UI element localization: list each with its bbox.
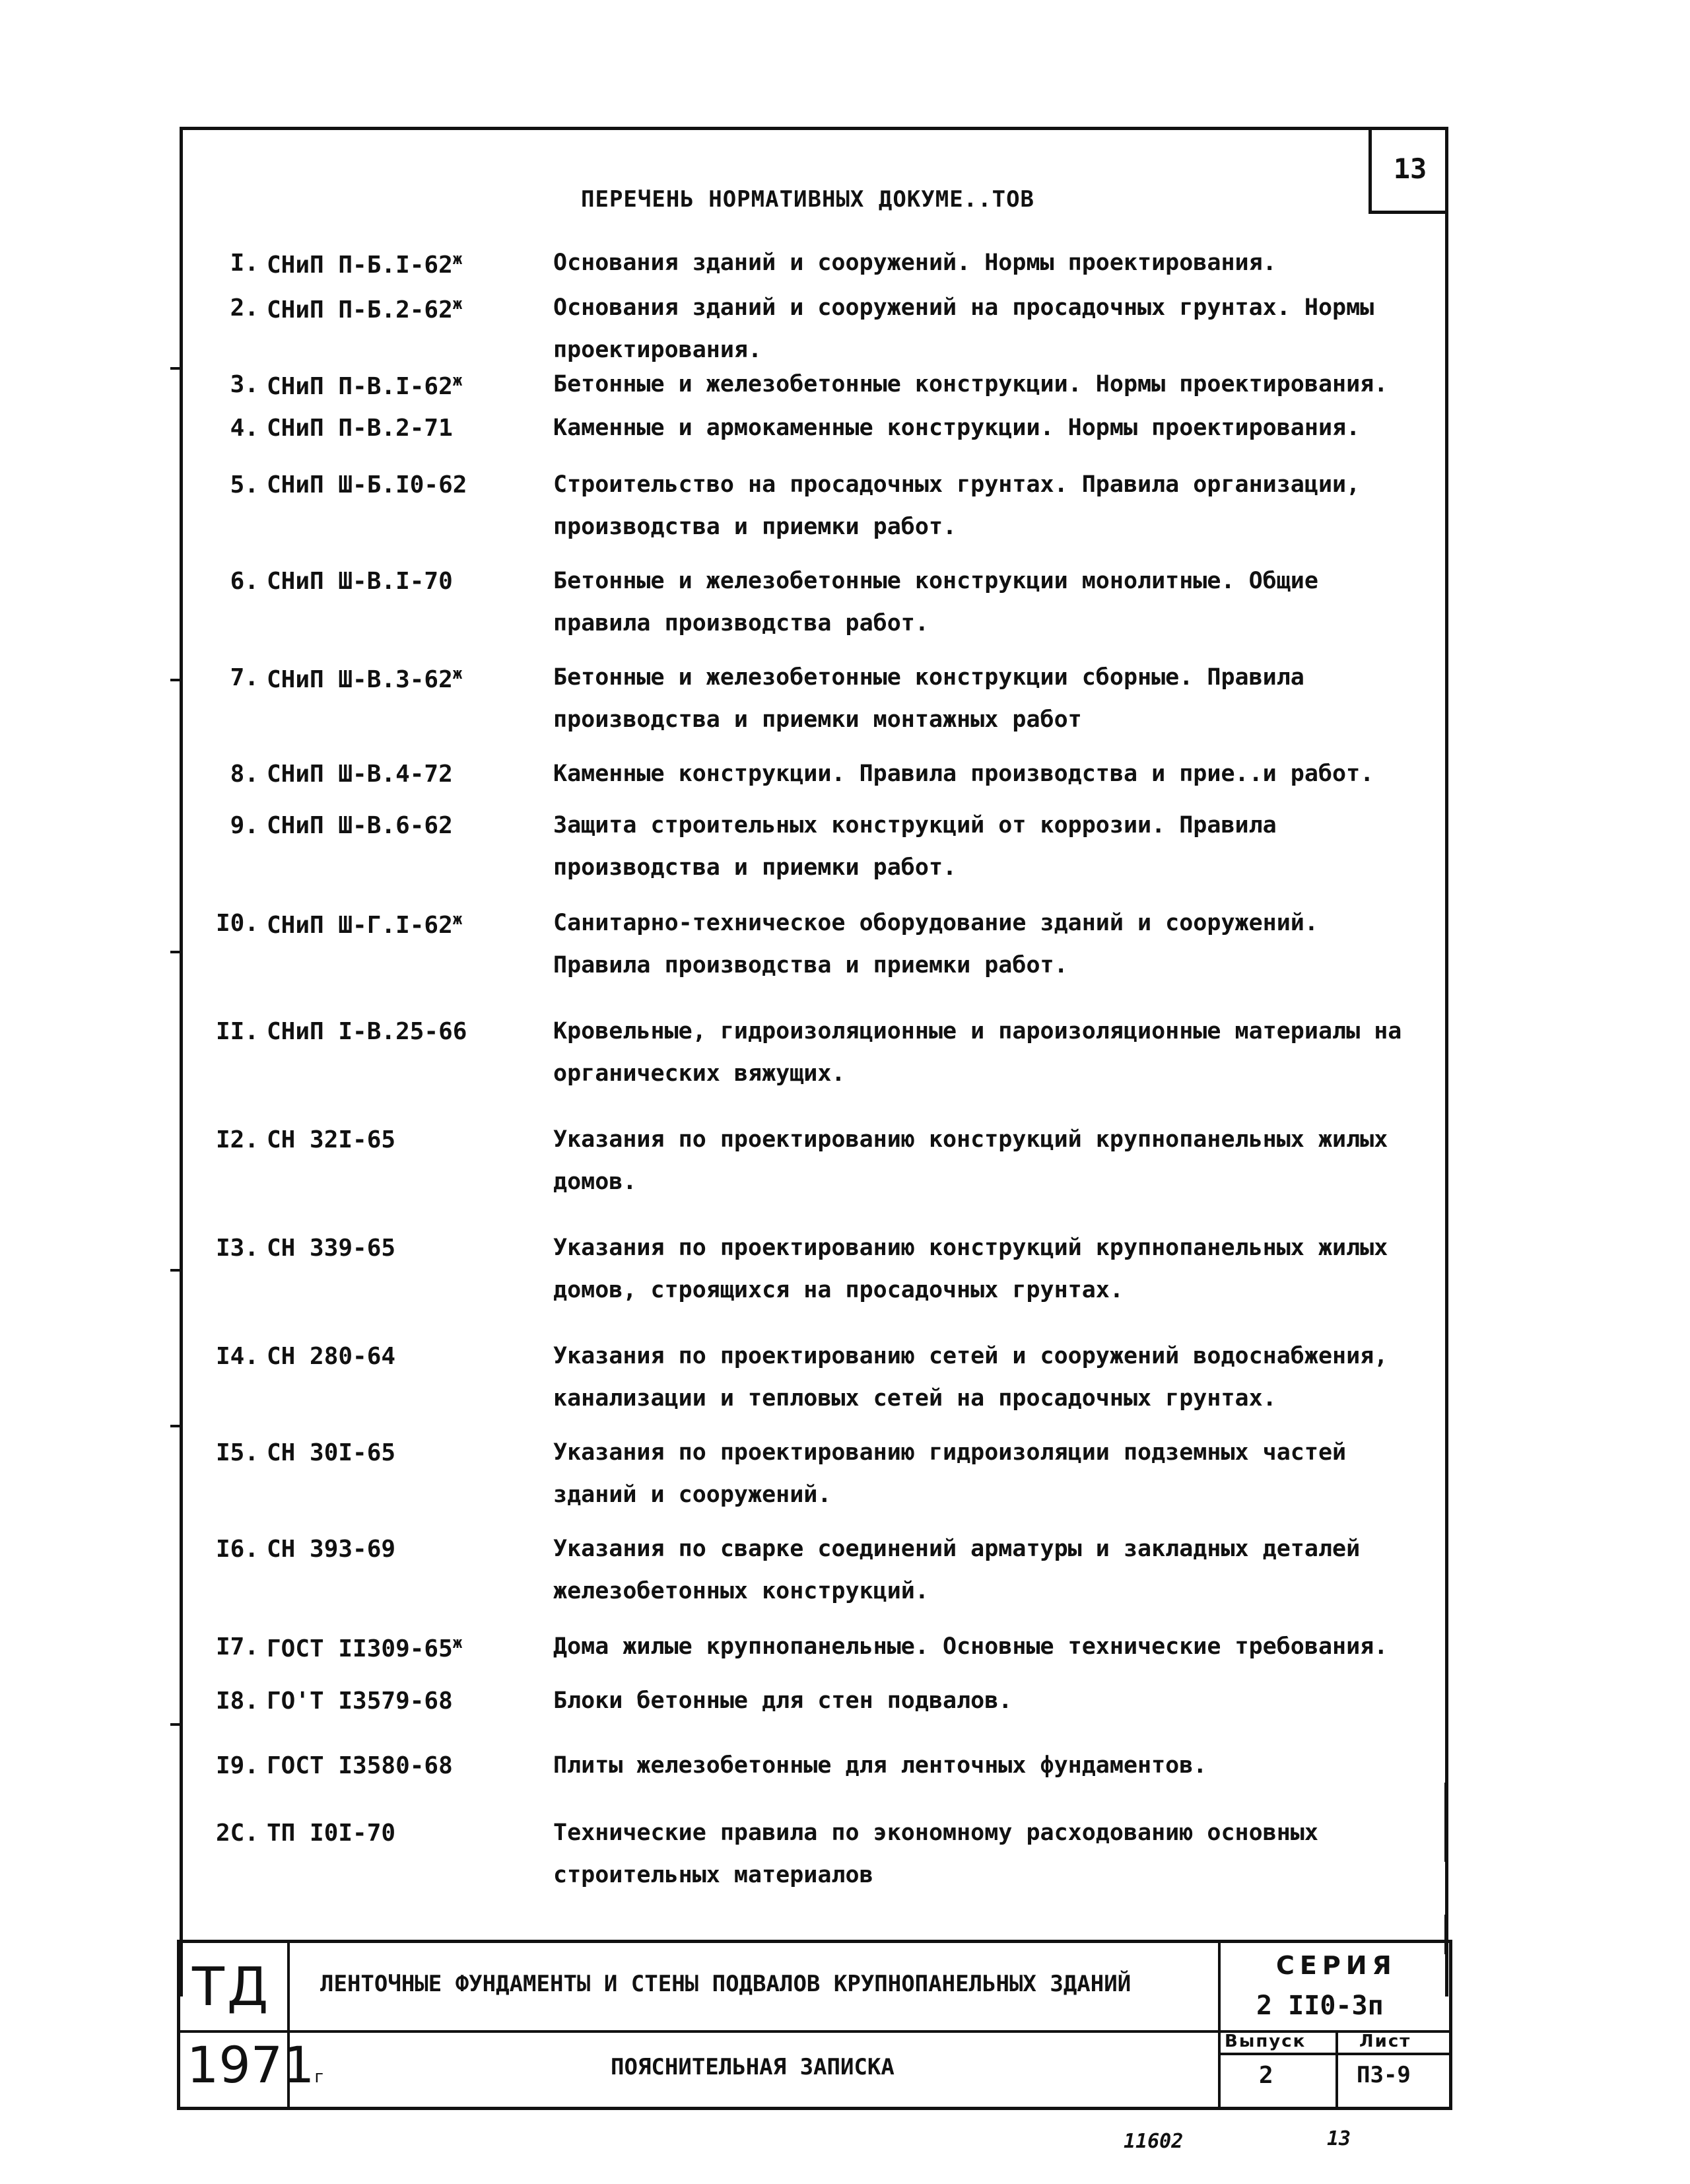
document-code bbox=[267, 1439, 395, 1466]
item-number: I4. bbox=[215, 1343, 259, 1370]
document-code-text: ГОСТ I3580-68 bbox=[267, 1752, 453, 1779]
item-number: I6. bbox=[215, 1536, 259, 1563]
item-number: 8. bbox=[230, 761, 259, 788]
document-description: Основания зданий и сооружений. Нормы проектирования. bbox=[553, 250, 1277, 276]
organization-code: ТД bbox=[192, 1956, 271, 2018]
document-description: Защита строительных конструкций от коррозии. Правила производства и приемки работ. bbox=[553, 812, 1277, 881]
document-description: Санитарно-техническое оборудование зданий и сооружений. Правила производства и приемки работ. bbox=[553, 910, 1318, 978]
sheet-label: Лист bbox=[1359, 2031, 1411, 2051]
document-description: Кровельные, гидроизоляционные и пароизоляционные материалы на органических вяжущих. bbox=[553, 1018, 1402, 1087]
document-title: ПЕРЕЧЕНЬ НОРМАТИВНЫХ ДОКУМЕ..ТОВ bbox=[581, 186, 1035, 213]
item-number: 6. bbox=[230, 568, 259, 595]
item-number: 3. bbox=[230, 371, 259, 398]
item-number: 9. bbox=[230, 812, 259, 839]
document-description: Строительство на просадочных грунтах. Правила организации, производства и приемки работ. bbox=[553, 471, 1361, 540]
amendment-mark: ж bbox=[452, 664, 463, 683]
document-description: Бетонные и железобетонные конструкции монолитные. Общие правила производства работ. bbox=[553, 568, 1318, 636]
document-code bbox=[267, 1235, 395, 1262]
document-code-text: СНиП Ш-В.6-62 bbox=[267, 812, 453, 839]
item-number: II. bbox=[215, 1018, 259, 1045]
document-description: Бетонные и железобетонные конструкции сборные. Правила производства и приемки монтажных работ bbox=[553, 664, 1304, 733]
document-code-text: СНиП Ш-Б.I0-62 bbox=[267, 471, 467, 498]
document-code-text: СНиП Ш-В.4-72 bbox=[267, 761, 453, 788]
document-description: Дома жилые крупнопанельные. Основные технические требования. bbox=[553, 1633, 1388, 1660]
item-number: I9. bbox=[215, 1752, 259, 1779]
document-code bbox=[267, 568, 453, 595]
document-code-text: СН 339-65 bbox=[267, 1235, 396, 1262]
title-block-divider bbox=[1218, 1943, 1221, 2108]
document-description: Основания зданий и сооружений на просадочных грунтах. Нормы проектирования. bbox=[553, 294, 1374, 363]
document-code bbox=[267, 1820, 395, 1847]
item-number: I. bbox=[230, 250, 259, 277]
document-code-text: СНиП П-Б.2-62 bbox=[267, 296, 453, 324]
document-code bbox=[267, 910, 462, 939]
amendment-mark: ж bbox=[452, 371, 463, 390]
document-code-text: ГОСТ II309-65 bbox=[267, 1635, 453, 1662]
item-number: 4. bbox=[230, 415, 259, 442]
document-description: Указания по сварке соединений арматуры и закладных деталей железобетонных конструкций. bbox=[553, 1536, 1361, 1604]
document-code bbox=[267, 294, 462, 324]
document-type: ПОЯСНИТЕЛЬНАЯ ЗАПИСКА bbox=[611, 2054, 895, 2080]
series-label: СЕРИЯ bbox=[1276, 1951, 1397, 1980]
document-description: Указания по проектированию сетей и сооружений водоснабжения, канализации и тепловых сетей на просадочных грунтах. bbox=[553, 1343, 1388, 1412]
document-description: Каменные и армокаменные конструкции. Нормы проектирования. bbox=[553, 415, 1361, 441]
amendment-mark: ж bbox=[452, 910, 463, 928]
document-code-text: СНиП Ш-В.3-62 bbox=[267, 666, 453, 693]
document-code-text: СНиП П-В.2-71 bbox=[267, 415, 453, 442]
handwritten-inventory-number: 11602 bbox=[1124, 2130, 1184, 2153]
item-number: I5. bbox=[215, 1439, 259, 1466]
item-number: 5. bbox=[230, 471, 259, 498]
issue-value: 2 bbox=[1259, 2062, 1273, 2089]
document-code bbox=[267, 371, 462, 400]
document-code bbox=[267, 1633, 462, 1662]
amendment-mark: ж bbox=[452, 250, 463, 268]
document-code bbox=[267, 1126, 395, 1153]
document-description: Каменные конструкции. Правила производства и прие..и работ. bbox=[553, 761, 1374, 787]
item-number: I8. bbox=[215, 1688, 259, 1715]
document-code bbox=[267, 471, 467, 498]
issue-label: Выпуск bbox=[1225, 2031, 1306, 2051]
document-code-text: СН 393-69 bbox=[267, 1536, 396, 1563]
item-number: I2. bbox=[215, 1126, 259, 1153]
document-description: Технические правила по экономному расходованию основных строительных материалов bbox=[553, 1820, 1318, 1888]
title-block-divider bbox=[1218, 2053, 1449, 2055]
document-description: Бетонные и железобетонные конструкции. Нормы проектирования. bbox=[553, 371, 1388, 397]
title-block-divider bbox=[1335, 2030, 1338, 2108]
document-code bbox=[267, 415, 453, 442]
document-description: Указания по проектированию гидроизоляции подземных частей зданий и сооружений. bbox=[553, 1439, 1347, 1508]
document-code bbox=[267, 250, 462, 279]
project-title: ЛЕНТОЧНЫЕ ФУНДАМЕНТЫ И СТЕНЫ ПОДВАЛОВ КРУПНОПАНЕЛЬНЫХ ЗДАНИЙ bbox=[320, 1971, 1132, 1997]
document-description: Блоки бетонные для стен подвалов. bbox=[553, 1688, 1013, 1714]
series-value: 2 II0-3п bbox=[1256, 1991, 1384, 2021]
page-number: 13 bbox=[1369, 127, 1448, 214]
document-code-text: СН 30I-65 bbox=[267, 1439, 396, 1466]
document-code bbox=[267, 761, 453, 788]
document-code-text: СН 32I-65 bbox=[267, 1126, 396, 1153]
item-number: 7. bbox=[230, 664, 259, 691]
document-code-text: ТП I0I-70 bbox=[267, 1820, 396, 1847]
title-block bbox=[177, 1940, 1452, 2110]
item-number: 2С. bbox=[215, 1820, 259, 1847]
document-code bbox=[267, 1536, 395, 1563]
document-code bbox=[267, 1688, 453, 1715]
document-code-text: СНиП Ш-Г.I-62 bbox=[267, 912, 453, 939]
document-code bbox=[267, 1752, 453, 1779]
document-code-text: СНиП П-В.I-62 bbox=[267, 373, 453, 400]
item-number: I7. bbox=[215, 1633, 259, 1660]
handwritten-page-number: 13 bbox=[1327, 2127, 1351, 2150]
document-description: Указания по проектированию конструкций крупнопанельных жилых домов, строящихся на просадочных грунтах. bbox=[553, 1235, 1388, 1303]
amendment-mark: ж bbox=[452, 1633, 463, 1652]
document-code bbox=[267, 664, 462, 693]
document-description: Указания по проектированию конструкций крупнопанельных жилых домов. bbox=[553, 1126, 1388, 1195]
year-suffix: г bbox=[314, 2067, 324, 2087]
amendment-mark: ж bbox=[452, 294, 463, 313]
document-code-text: ГО'Т I3579-68 bbox=[267, 1688, 453, 1715]
item-number: I0. bbox=[215, 910, 259, 937]
document-code-text: СНиП Ш-В.I-70 bbox=[267, 568, 453, 595]
year bbox=[187, 2035, 323, 2094]
item-number: I3. bbox=[215, 1235, 259, 1262]
document-code bbox=[267, 812, 453, 839]
document-code-text: СН 280-64 bbox=[267, 1343, 396, 1370]
document-code bbox=[267, 1018, 467, 1045]
document-code-text: СНиП I-В.25-66 bbox=[267, 1018, 467, 1045]
document-description: Плиты железобетонные для ленточных фундаментов. bbox=[553, 1752, 1207, 1779]
sheet-value: ПЗ-9 bbox=[1357, 2062, 1411, 2088]
document-code-text: СНиП П-Б.I-62 bbox=[267, 252, 453, 279]
item-number: 2. bbox=[230, 294, 259, 322]
year-value: 1971 bbox=[187, 2035, 315, 2094]
document-code bbox=[267, 1343, 395, 1370]
